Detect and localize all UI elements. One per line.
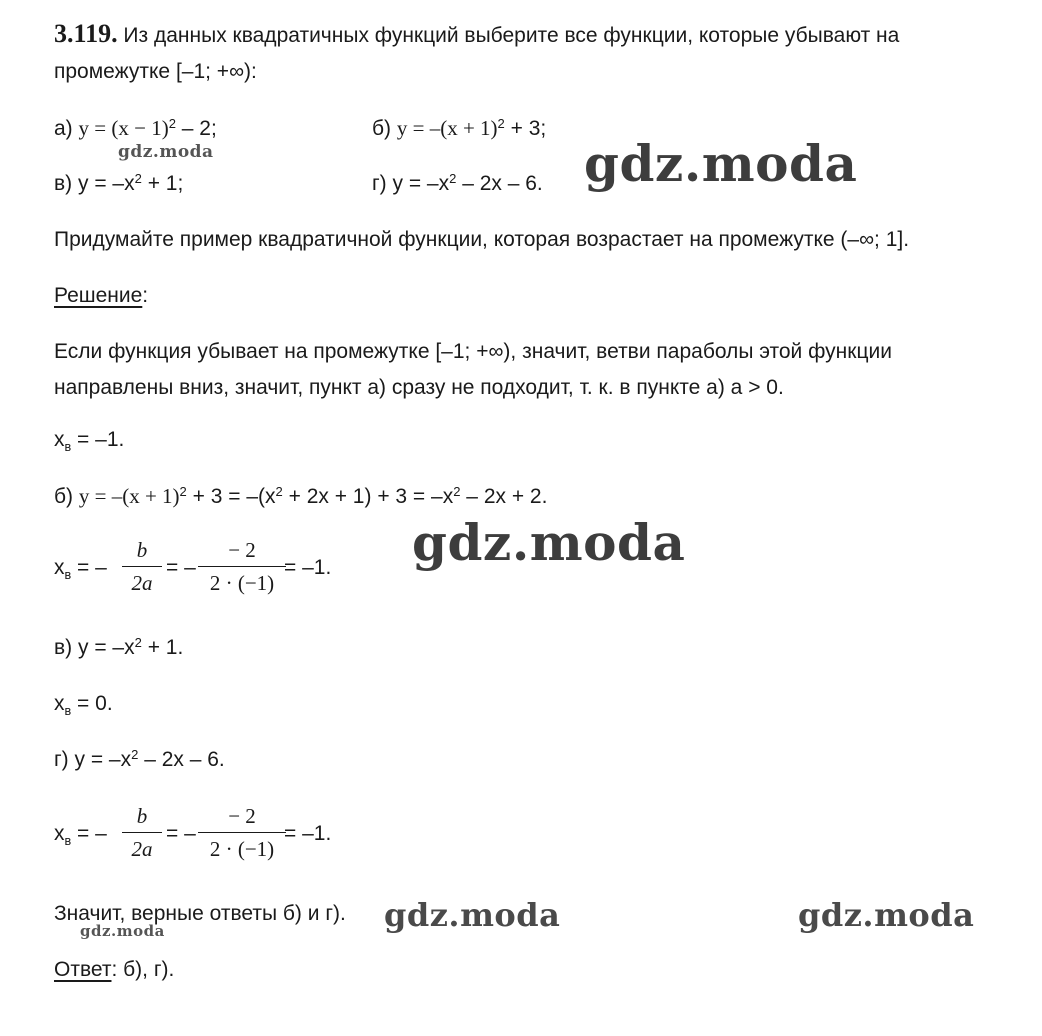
option-v-label: в) [54,172,78,195]
formula1-den: 2a [131,571,153,595]
option-b-exp: 2 [497,115,505,131]
v-pre: у = –х [77,636,135,659]
option-b-pre: у = –(х + 1) [396,116,498,140]
option-a-post: – 2; [175,117,217,140]
b-label: б) [54,485,79,508]
v-line [54,636,183,660]
conclusion: Значит, верные ответы б) и г). [54,902,346,925]
answer [54,958,174,982]
option-b-post: + 3; [504,117,547,140]
watermark-big-1: gdz.moda [584,134,858,193]
solution-heading-label: Решение [54,284,143,307]
problem-statement-line1 [54,19,899,49]
formula2-eq2: = – [166,822,196,845]
formula1-xv: х [54,556,65,579]
option-b [372,116,546,141]
answer-label: Ответ [54,958,112,981]
xv-sub: в [64,440,72,455]
formula1-xv-sub: в [64,568,72,583]
option-b-label: б) [372,117,397,140]
option-a-pre: у = (х − 1) [78,116,169,140]
g-line [54,748,225,772]
option-g-exp: 2 [449,170,457,186]
formula1-lhs [54,556,107,582]
option-g-pre: у = –х [392,172,450,195]
formula2-bar [122,832,162,833]
formula2-den: 2a [131,837,153,861]
formula2-xv-sub: в [64,834,72,849]
solution-heading-colon: : [142,284,149,307]
b-p2: + 3 = –(х [186,485,276,508]
option-a [54,116,217,141]
formula1-frac1 [122,540,162,594]
b-e2: 2 [275,483,283,499]
formula1-bar2 [198,566,286,567]
formula2-frac1 [122,806,162,860]
option-v-pre: у = –х [77,172,135,195]
xv-value1: = –1. [71,428,125,451]
task2-text: Придумайте пример квадратичной функции, которая возрастает на промежутке (–∞; 1]. [54,228,910,251]
formula2-xv: х [54,822,65,845]
b-p1: у = –(х + 1) [78,484,180,508]
formula2-lhs [54,822,107,848]
watermark-big-2: gdz.moda [412,513,686,572]
watermark-small-2: gdz.moda [80,922,165,940]
g-exp: 2 [131,746,139,762]
option-g-post: – 2х – 6. [456,172,543,195]
xv2-sub: в [64,704,72,719]
formula2-num2: − 2 [228,804,256,828]
formula2-frac2 [198,806,286,860]
formula2-num: b [136,804,148,828]
b-p4: – 2х + 2. [460,485,548,508]
b-expansion [54,484,547,509]
solution-heading [54,284,148,308]
xv-line2 [54,692,113,718]
formula1-eq2: = – [166,556,196,579]
g-pre: у = –х [74,748,132,771]
xv2-base: х [54,692,65,715]
problem-text-1: Из данных квадратичных функций выберите все функции, которые убывают на [117,24,900,47]
xv-value2: = 0. [71,692,113,715]
g-post: – 2х – 6. [138,748,225,771]
problem-number: 3.119. [54,19,118,48]
solution-para-line1: Если функция убывает на промежутке [–1; +∞), значит, ветви параболы этой функции [54,340,892,363]
formula2-den2: 2 · (−1) [209,837,275,861]
v-label: в) [54,636,78,659]
watermark-small-1: gdz.moda [118,142,214,162]
formula1-result: = –1. [284,556,332,579]
formula1-eq: = – [71,556,107,579]
option-v [54,172,183,196]
option-g [372,172,543,196]
watermark-mid-1: gdz.moda [384,896,561,934]
formula1-den2: 2 · (−1) [209,571,275,595]
b-e3: 2 [453,483,461,499]
formula2-bar2 [198,832,286,833]
formula2-eq: = – [71,822,107,845]
b-p3: + 2х + 1) + 3 = –х [282,485,454,508]
problem-statement-line2: промежутке [–1; +∞): [54,60,257,83]
formula1-num2: − 2 [228,538,256,562]
xv-base: х [54,428,65,451]
v-post: + 1. [141,636,184,659]
formula2-result: = –1. [284,822,332,845]
g-label: г) [54,748,75,771]
option-a-label: а) [54,117,79,140]
option-v-exp: 2 [134,170,142,186]
formula1-num: b [136,538,148,562]
option-a-exp: 2 [168,115,176,131]
formula1-frac2 [198,540,286,594]
watermark-mid-2: gdz.moda [798,896,975,934]
b-e1: 2 [179,483,187,499]
v-exp: 2 [134,634,142,650]
answer-text: : б), г). [111,958,175,981]
option-v-post: + 1; [141,172,184,195]
solution-para-line2: направлены вниз, значит, пункт а) сразу не подходит, т. к. в пункте а) a > 0. [54,376,784,399]
formula1-bar [122,566,162,567]
xv-line1 [54,428,124,454]
option-g-label: г) [372,172,393,195]
